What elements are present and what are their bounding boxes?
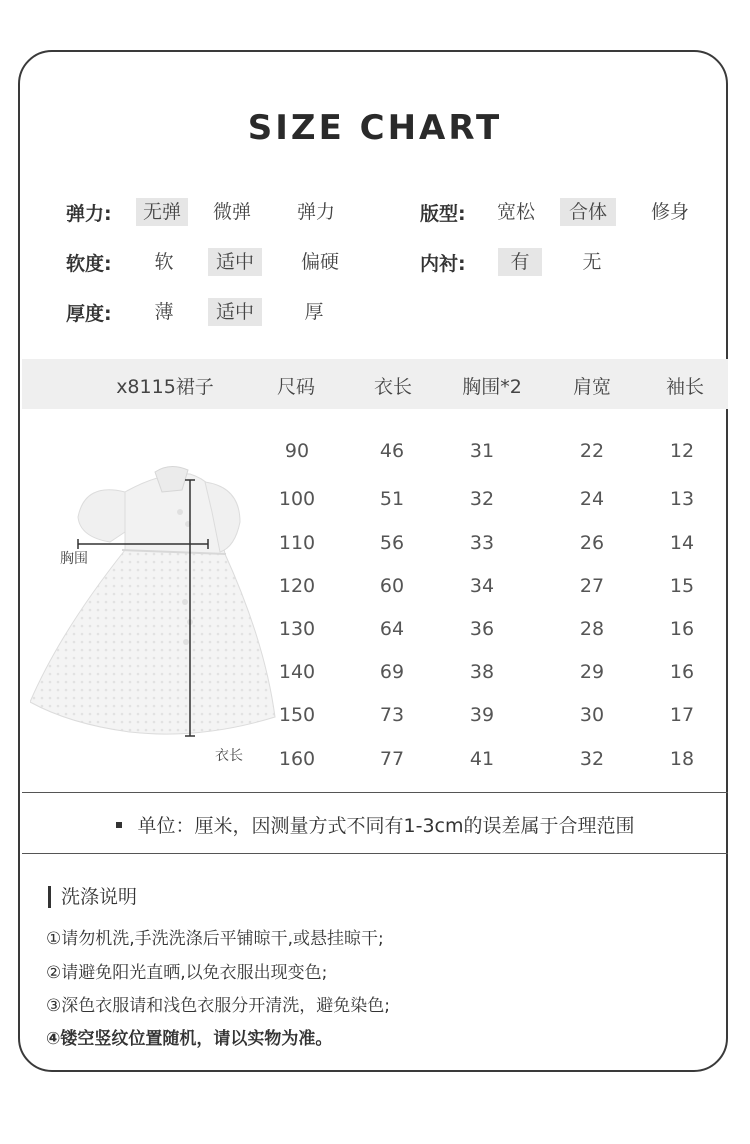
care-item-3: ③深色衣服请和浅色衣服分开清洗，避免染色; [46,996,390,1016]
cell-length-8: 77 [379,748,405,770]
softness-option-medium: 适中 [208,248,262,276]
lining-option-yes: 有 [498,248,542,276]
cell-chest-6: 38 [469,661,495,683]
cell-sleeve-2: 13 [669,488,695,510]
length-label: 衣长 [215,748,243,764]
cell-shoulder-1: 22 [579,440,605,462]
cell-chest-8: 41 [469,748,495,770]
header-shoulder: 肩宽 [572,376,611,398]
cell-shoulder-8: 32 [579,748,605,770]
product-code: x8115裙子 [116,376,214,398]
cell-size-1: 90 [284,440,310,462]
bullet-icon [116,822,122,828]
cell-length-6: 69 [379,661,405,683]
thickness-option-thick: 厚 [304,301,324,323]
unit-note-text: 单位：厘米，因测量方式不同有1-3cm的误差属于合理范围 [137,815,635,837]
thickness-option-medium: 适中 [208,298,262,326]
divider-bottom [22,853,728,854]
cell-size-5: 130 [278,618,316,640]
cell-chest-2: 32 [469,488,495,510]
cell-length-1: 46 [379,440,405,462]
unit-note [0,811,750,838]
cell-size-4: 120 [278,575,316,597]
cell-length-7: 73 [379,704,405,726]
cell-size-7: 150 [278,704,316,726]
cell-chest-5: 36 [469,618,495,640]
thickness-label: 厚度: [66,303,112,325]
header-size: 尺码 [276,376,315,398]
cell-sleeve-1: 12 [669,440,695,462]
cell-chest-7: 39 [469,704,495,726]
cell-shoulder-6: 29 [579,661,605,683]
page-title: SIZE CHART [247,108,503,148]
elasticity-label: 弹力: [66,203,112,225]
cell-length-4: 60 [379,575,405,597]
fit-option-loose: 宽松 [496,201,535,223]
header-sleeve: 袖长 [665,376,704,398]
cell-chest-1: 31 [469,440,495,462]
cell-length-3: 56 [379,532,405,554]
cell-length-5: 64 [379,618,405,640]
lining-label: 内衬: [420,253,466,275]
cell-length-2: 51 [379,488,405,510]
elasticity-option-slight: 微弹 [212,201,251,223]
cell-shoulder-5: 28 [579,618,605,640]
elasticity-option-elastic: 弹力 [296,201,335,223]
cell-shoulder-2: 24 [579,488,605,510]
header-chest: 胸围*2 [462,376,522,398]
cell-sleeve-3: 14 [669,532,695,554]
fit-option-regular: 合体 [560,198,616,226]
cell-size-6: 140 [278,661,316,683]
care-item-4: ④镂空竖纹位置随机，请以实物为准。 [46,1029,333,1049]
cell-sleeve-6: 16 [669,661,695,683]
care-item-2: ②请避免阳光直晒,以免衣服出现变色; [46,963,328,983]
cell-shoulder-4: 27 [579,575,605,597]
lining-option-no: 无 [582,251,602,273]
dress-illustration [30,462,280,762]
softness-label: 软度: [66,253,112,275]
cell-chest-4: 34 [469,575,495,597]
header-length: 衣长 [373,376,412,398]
cell-chest-3: 33 [469,532,495,554]
care-item-1: ①请勿机洗,手洗洗涤后平铺晾干,或悬挂晾干; [46,929,384,949]
cell-shoulder-7: 30 [579,704,605,726]
cell-sleeve-5: 16 [669,618,695,640]
cell-sleeve-7: 17 [669,704,695,726]
cell-sleeve-8: 18 [669,748,695,770]
elasticity-option-none: 无弹 [136,198,188,226]
cell-sleeve-4: 15 [669,575,695,597]
divider-top [22,792,728,793]
cell-size-8: 160 [278,748,316,770]
chest-label: 胸围 [60,551,88,567]
fit-label: 版型: [420,203,466,225]
cell-shoulder-3: 26 [579,532,605,554]
softness-option-soft: 软 [154,251,174,273]
cell-size-2: 100 [278,488,316,510]
softness-option-stiff: 偏硬 [300,251,339,273]
cell-size-3: 110 [278,532,316,554]
thickness-option-thin: 薄 [154,301,174,323]
care-title: 洗涤说明 [48,886,137,908]
fit-option-slim: 修身 [650,201,689,223]
